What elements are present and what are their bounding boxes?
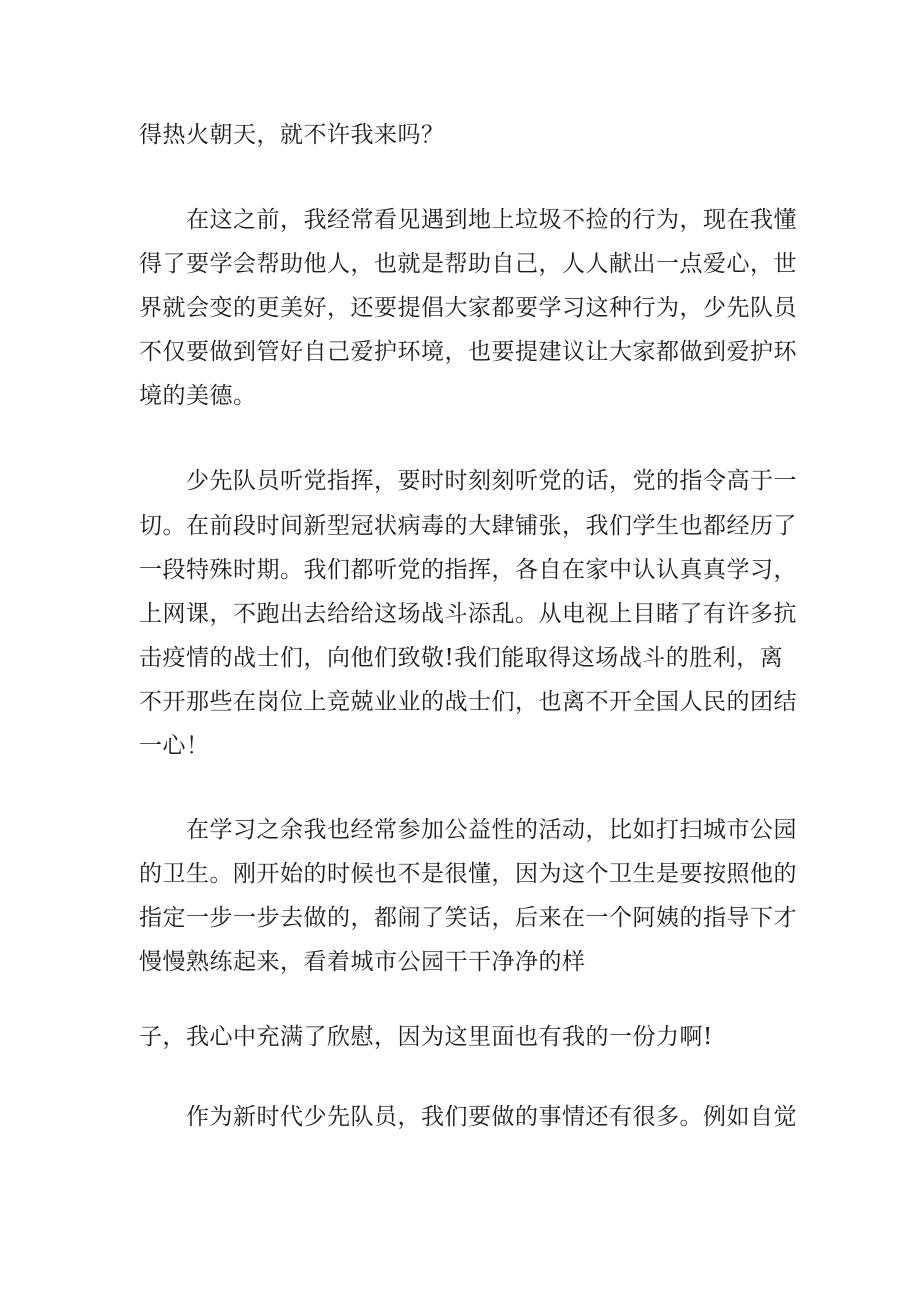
text-line: 作为新时代少先队员，我们要做的事情还有很多。例如自觉 — [186, 1104, 797, 1130]
text-line: 在这之前，我经常看见遇到地上垃圾不捡的行为，现在我懂 — [186, 207, 797, 233]
text-line: 得热火朝天，就不许我来吗？ — [139, 122, 445, 148]
text-line: 上网课，不跑出去给给这场战斗添乱。从电视上目睹了有许多抗 — [139, 601, 797, 627]
text-line: 境的美德。 — [139, 383, 257, 409]
text-line: 一心！ — [139, 733, 210, 759]
text-line: 指定一步一步去做的，都闹了笑话，后来在一个阿姨的指导下才 — [139, 905, 797, 931]
text-line: 少先队员听党指挥，要时时刻刻听党的话，党的指令高于一 — [186, 468, 797, 494]
text-line: 界就会变的更美好，还要提倡大家都要学习这种行为，少先队员 — [139, 295, 797, 321]
text-line: 不开那些在岗位上竞兢业业的战士们，也离不开全国人民的团结 — [139, 689, 797, 715]
text-line: 的卫生。刚开始的时候也不是很懂，因为这个卫生是要按照他的 — [139, 861, 797, 887]
text-line: 慢慢熟练起来，看着城市公园干干净净的样 — [139, 949, 586, 975]
text-line: 切。在前段时间新型冠状病毒的大肆铺张，我们学生也都经历了 — [139, 513, 797, 539]
text-line: 子，我心中充满了欣慰，因为这里面也有我的一份力啊! — [139, 1024, 713, 1050]
text-line: 一段特殊时期。我们都听党的指挥，各自在家中认认真真学习， — [139, 557, 797, 583]
text-line: 得了要学会帮助他人，也就是帮助自己，人人献出一点爱心，世 — [139, 251, 797, 277]
text-line: 击疫情的战士们，向他们致敬!我们能取得这场战斗的胜利，离 — [139, 645, 784, 671]
text-line: 不仅要做到管好自己爱护环境，也要提建议让大家都做到爱护环 — [139, 339, 797, 365]
text-line: 在学习之余我也经常参加公益性的活动，比如打扫城市公园 — [186, 817, 797, 843]
